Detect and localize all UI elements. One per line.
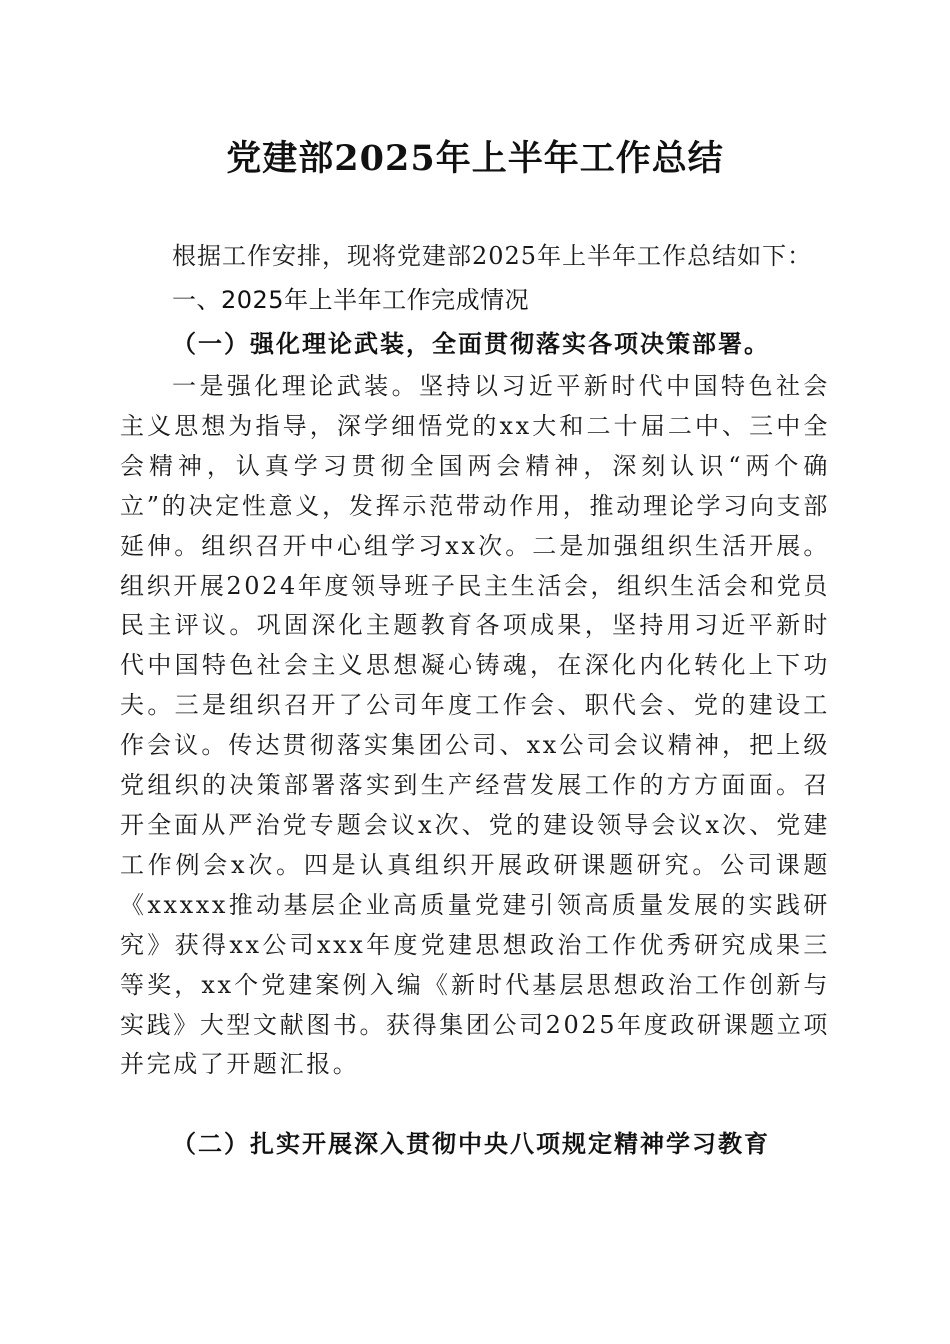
subsection-heading-1: （一）强化理论武装，全面贯彻落实各项决策部署。: [172, 329, 770, 358]
subsection-heading-2: （二）扎实开展深入贯彻中央八项规定精神学习教育: [172, 1129, 770, 1158]
section-heading-1: 一、2025年上半年工作完成情况: [172, 286, 530, 314]
subsection-1-body-paragraph: 一是强化理论武装。坚持以习近平新时代中国特色社会主义思想为指导，深学细悟党的xx大和二十届二中、三中全会精神，认真学习贯彻全国两会精神，深刻认识“两个确立”的决定性意义，发挥示范带动作用，推动理论学习向支部延伸。组织召开中心组学习xx次。二是加强组织生活开展。组织开展2024年度领导班子民主生活会，组织生活会和党员民主评议。巩固深化主题教育各项成果，坚持用习近平新时代中国特色社会主义思想凝心铸魂，在深化内化转化上下功夫。三是组织召开了公司年度工作会、职代会、党的建设工作会议。传达贯彻落实集团公司、xx公司会议精神，把上级党组织的决策部署落实到生产经营发展工作的方方面面。召开全面从严治党专题会议x次、党的建设领导会议x次、党建工作例会x次。四是认真组织开展政研课题研究。公司课题《xxxxx推动基层企业高质量党建引领高质量发展的实践研究》获得xx公司xxx年度党建思想政治工作优秀研究成果三等奖，xx个党建案例入编《新时代基层思想政治工作创新与实践》大型文献图书。获得集团公司2025年度政研课题立项并完成了开题汇报。: [120, 372, 830, 1079]
intro-paragraph: 根据工作安排，现将党建部2025年上半年工作总结如下：: [172, 242, 813, 270]
document-title: 党建部2025年上半年工作总结: [226, 138, 724, 179]
